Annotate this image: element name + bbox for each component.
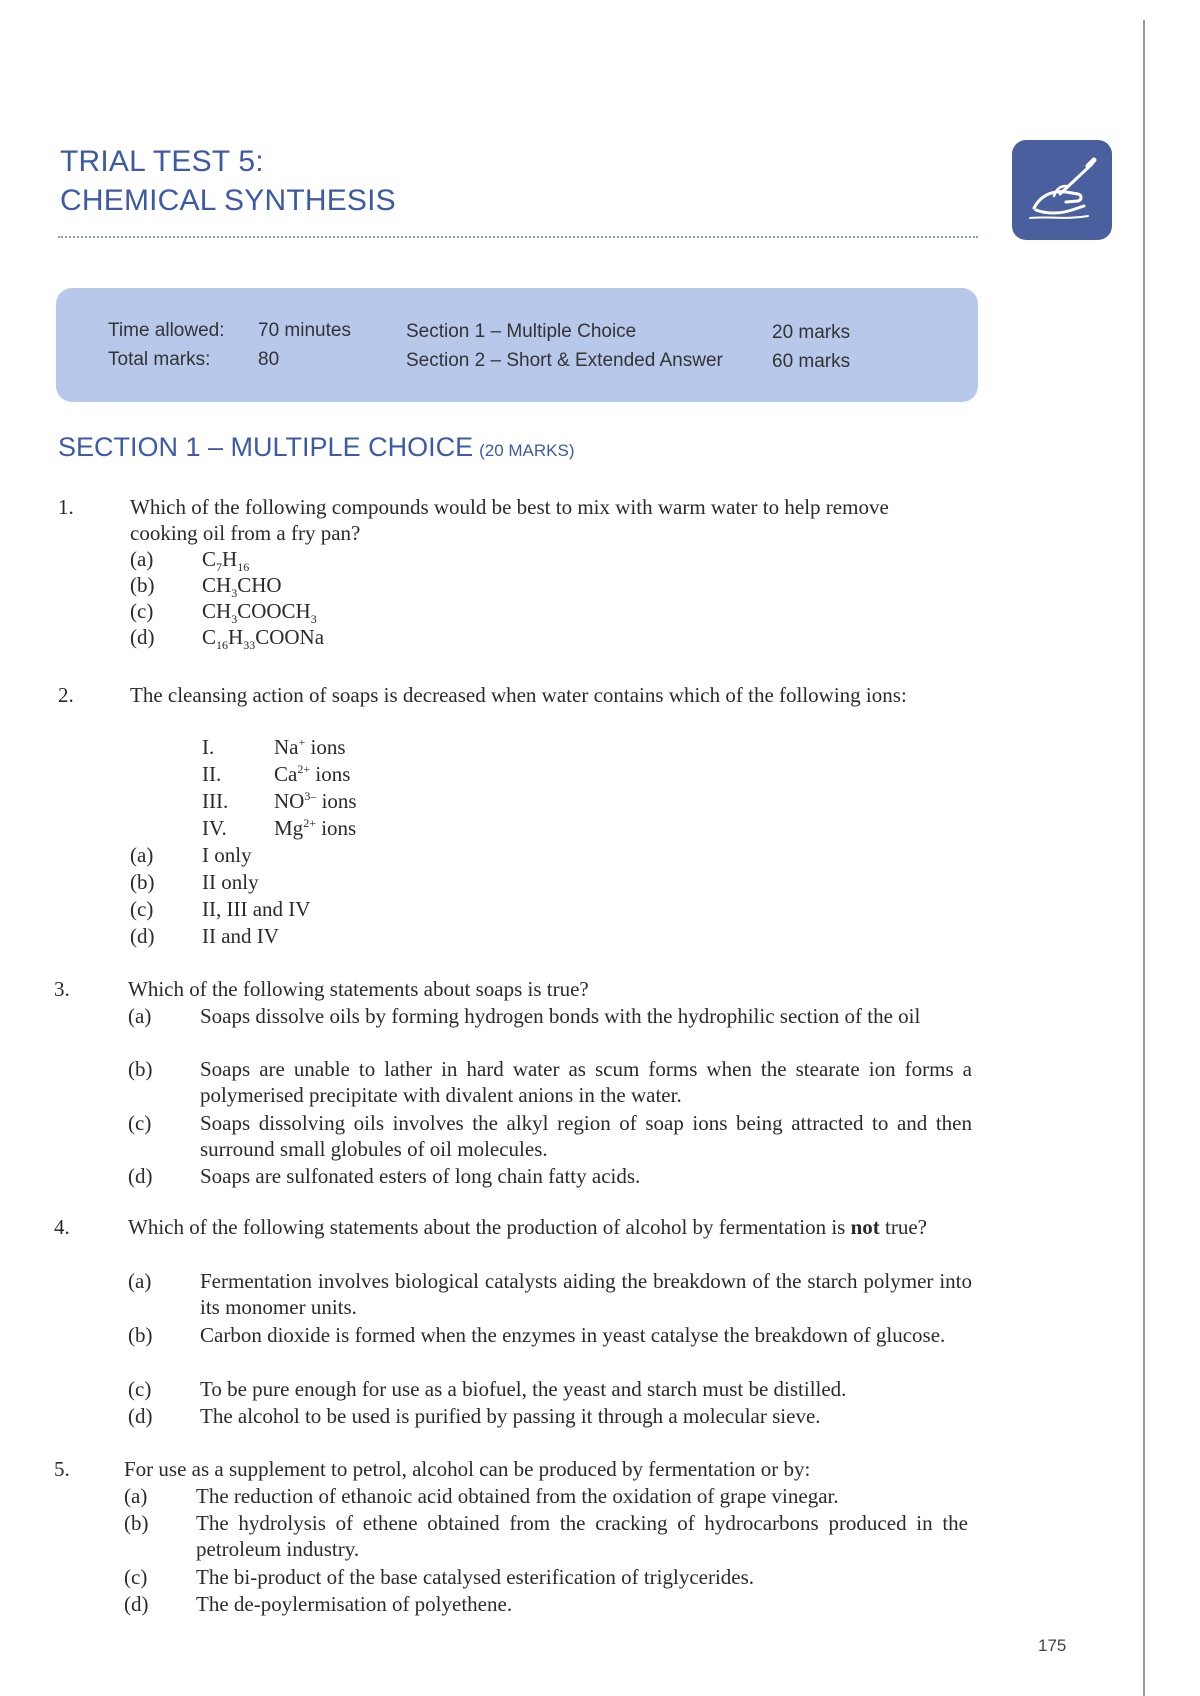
option-c[interactable]: [130, 598, 317, 624]
question-number: 5.: [54, 1457, 70, 1481]
title-divider: [58, 236, 978, 238]
option-label: (a): [130, 547, 154, 571]
time-allowed-label: Time allowed:: [108, 320, 225, 341]
page-number: 175: [1038, 1636, 1067, 1655]
option-a[interactable]: [130, 546, 249, 572]
section1-label: Section 1 – Multiple Choice: [406, 321, 637, 342]
option-b[interactable]: [130, 572, 282, 598]
option-formula: $CH_3CHO$: [202, 573, 282, 600]
question-number: 4.: [54, 1215, 70, 1239]
question-number: 3.: [54, 977, 70, 1001]
section-heading: [58, 432, 575, 463]
section2-label: Section 2 – Short & Extended Answer: [406, 350, 723, 371]
question-stem: Which of the following compounds would be best to mix with warm water to help remove cooking oil from a fry pan?: [130, 495, 889, 545]
emphasis-not: not: [850, 1215, 880, 1239]
writing-hand-icon: [1026, 156, 1098, 224]
title-line-2: CHEMICAL SYNTHESIS: [60, 184, 396, 217]
question-stem: Which of the following statements about soaps is true?: [128, 977, 589, 1001]
option-formula: $C_{16}H_{33}COONa$: [202, 625, 325, 652]
total-marks-label: Total marks:: [108, 349, 211, 370]
option-label: (c): [130, 599, 154, 623]
option-d[interactable]: (d) II and IV: [130, 924, 279, 948]
option-d[interactable]: [130, 624, 324, 650]
option-formula: $C_7H_{16}$: [202, 547, 250, 574]
ion-item: IV. $Mg^{2+}$ ions: [202, 816, 357, 840]
option-c[interactable]: (c) II, III and IV: [130, 897, 311, 921]
title-line-1: TRIAL TEST 5:: [60, 145, 264, 178]
section-heading-marks: (20 MARKS): [479, 441, 575, 460]
page-title: [60, 142, 396, 220]
ion-item: III. $NO^{3-}$ ions: [202, 789, 357, 813]
option-b[interactable]: (b) II only: [130, 870, 259, 894]
option-label: (b): [130, 573, 155, 597]
option-formula: $CH_3COOCH_3$: [202, 599, 317, 626]
section2-marks: 60 marks: [772, 351, 851, 372]
question-stem: Which of the following statements about the production of alcohol by fermentation is not true?: [128, 1215, 927, 1239]
page-binding-edge: [1143, 20, 1145, 1696]
question-number: 1.: [58, 495, 74, 519]
option-a[interactable]: (a) I only: [130, 843, 252, 867]
section1-marks: 20 marks: [772, 322, 851, 343]
question-number: 2.: [58, 683, 74, 707]
question-stem: For use as a supplement to petrol, alcohol can be produced by fermentation or by:: [124, 1457, 811, 1481]
time-allowed-value: 70 minutes: [258, 320, 351, 341]
ion-item: I. Na+ ions: [202, 735, 346, 759]
option-label: (d): [130, 625, 155, 649]
section-heading-text: SECTION 1 – MULTIPLE CHOICE: [58, 432, 474, 462]
total-marks-value: 80: [258, 349, 280, 370]
ion-item: II. $Ca^{2+}$ ions: [202, 762, 351, 786]
writing-hand-badge: [1012, 140, 1112, 240]
question-stem: The cleansing action of soaps is decreased when water contains which of the following ions:: [130, 683, 907, 707]
test-info-box: [56, 288, 978, 402]
